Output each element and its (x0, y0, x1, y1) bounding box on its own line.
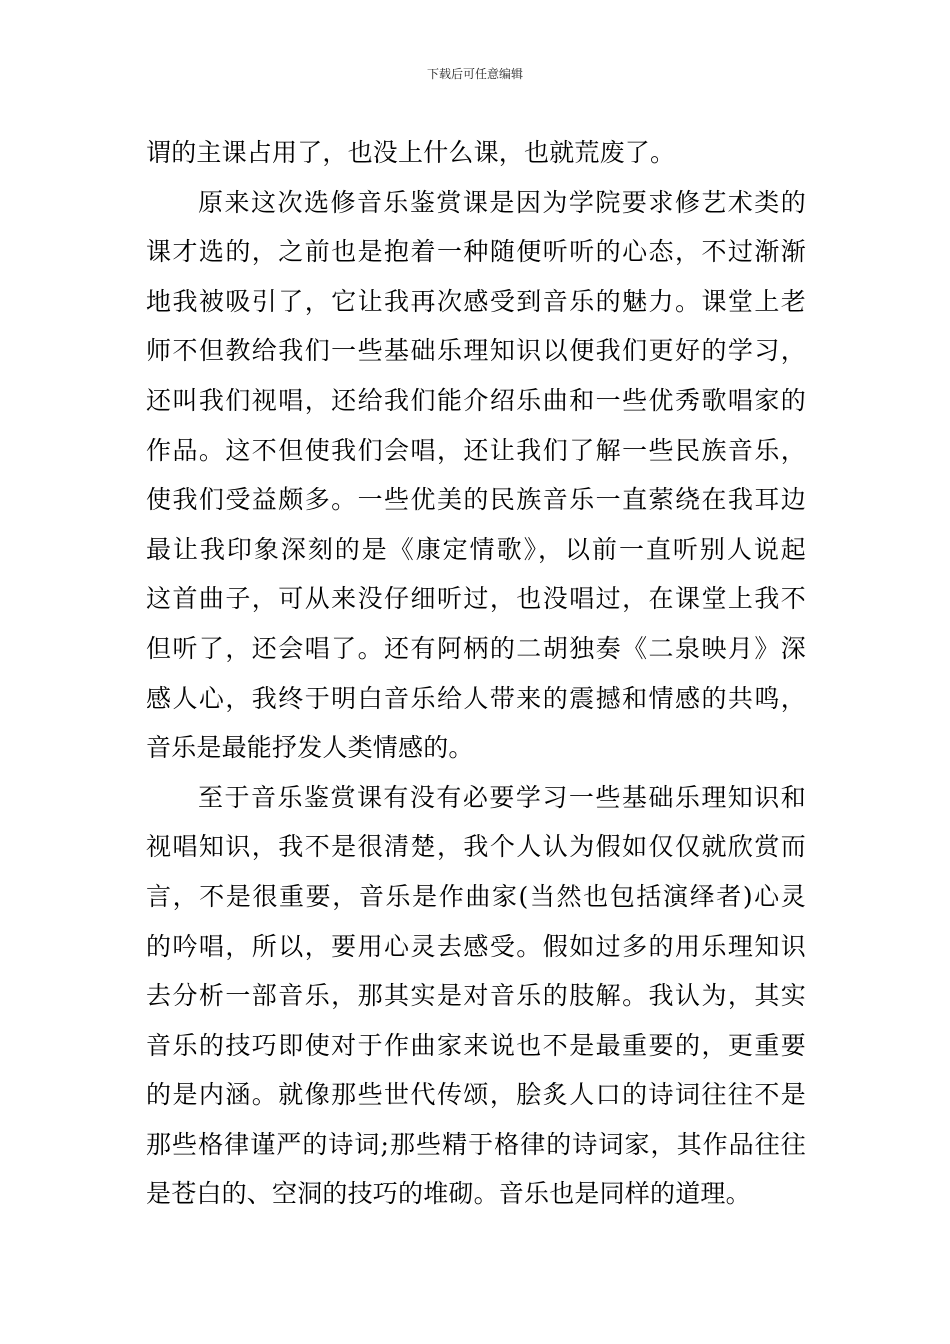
text-line: 视唱知识，我不是很清楚，我个人认为假如仅仅就欣赏而 (146, 832, 806, 862)
text-line: 的吟唱，所以，要用心灵去感受。假如过多的用乐理知识 (146, 931, 806, 961)
body-text (146, 128, 806, 1219)
text-line: 这首曲子，可从来没仔细听过，也没唱过，在课堂上我不 (146, 584, 806, 614)
text-line: 地我被吸引了，它让我再次感受到音乐的魅力。课堂上老 (146, 286, 806, 316)
text-line: 音乐的技巧即使对于作曲家来说也不是最重要的，更重要 (146, 1030, 806, 1060)
paragraph-first-line: 原来这次选修音乐鉴赏课是因为学院要求修艺术类的 (198, 187, 806, 217)
text-line: 最让我印象深刻的是《康定情歌》，以前一直听别人说起 (146, 534, 806, 564)
text-line: 课才选的，之前也是抱着一种随便听听的心态，不过渐渐 (146, 237, 806, 267)
page-header: 下载后可任意编辑 (426, 67, 523, 81)
paragraph-first-line: 至于音乐鉴赏课有没有必要学习一些基础乐理知识和 (198, 782, 806, 812)
text-line: 的是内涵。就像那些世代传颂，脍炙人口的诗词往往不是 (146, 1080, 806, 1110)
text-line: 还叫我们视唱，还给我们能介绍乐曲和一些优秀歌唱家的 (146, 385, 806, 415)
text-line: 感人心，我终于明白音乐给人带来的震撼和情感的共鸣， (146, 683, 806, 713)
text-line: 使我们受益颇多。一些优美的民族音乐一直萦绕在我耳边 (146, 485, 806, 515)
text-line: 作品。这不但使我们会唱，还让我们了解一些民族音乐， (146, 435, 806, 465)
text-line: 师不但教给我们一些基础乐理知识以便我们更好的学习， (146, 336, 806, 366)
text-line: 那些格律谨严的诗词;那些精于格律的诗词家，其作品往往 (146, 1129, 806, 1159)
text-line: 音乐是最能抒发人类情感的。 (146, 733, 474, 763)
text-line: 是苍白的、空洞的技巧的堆砌。音乐也是同样的道理。 (146, 1179, 751, 1209)
text-line: 谓的主课占用了，也没上什么课，也就荒废了。 (146, 138, 676, 167)
text-line: 言，不是很重要，音乐是作曲家(当然也包括演绎者)心灵 (146, 881, 806, 911)
text-line: 去分析一部音乐，那其实是对音乐的肢解。我认为，其实 (146, 981, 806, 1011)
text-line: 但听了，还会唱了。还有阿柄的二胡独奏《二泉映月》深 (146, 633, 806, 663)
